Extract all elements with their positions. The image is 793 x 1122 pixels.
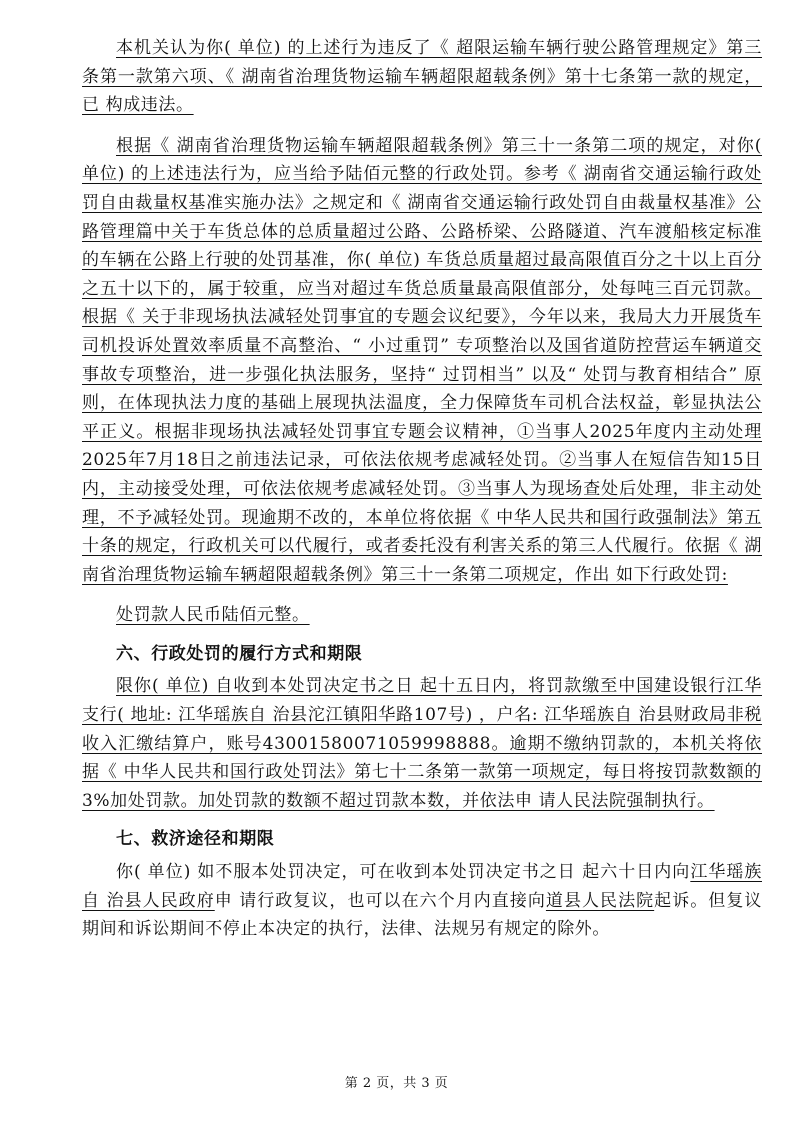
payment-text: 限你( 单位) 自收到本处罚决定书之日 起十五日内，将罚款缴至中国建设银行江华支行( 地址: 江华瑶族自 治县沱江镇阳华路107号) ，户名: 江华瑶族自 治县财政局非税收入汇缴结算户，账号43001580071059998888。逾期不缴纳罚款的，本机关将依据《 中华人民共和国行政处罚法》第七十二条第一款第一项规定，每日将按罚款数额的3%加处罚款。加处罚款的数额不超过罚款本数，并依法申 请人民法院强制执行。	[82, 676, 762, 811]
review-authority: 江华瑶族自 治县人民政府	[82, 862, 762, 911]
document-body	[82, 34, 762, 944]
paragraph-penalty-basis	[82, 132, 762, 590]
paragraph-fine	[82, 601, 762, 630]
remedy-text-middle: 申 请行政复议，也可以在六个月内直接向	[214, 890, 546, 911]
remedy-text-end: 起诉。但复议期间和诉讼期间不停止本决定的执行，法律、法规另有规定的除外。	[82, 890, 762, 940]
fine-text: 处罚款人民币陆佰元整。	[116, 605, 310, 626]
court-name: 道县人民法院	[545, 890, 655, 911]
paragraph-payment	[82, 672, 762, 815]
penalty-basis-text: 根据《 湖南省治理货物运输车辆超限超载条例》第三十一条第二项的规定，对你( 单位) 的上述违法行为，应当给予陆佰元整的行政处罚。参考《 湖南省交通运输行政处罚自由裁量权基准实施办法》之规定和《 湖南省交通运输行政处罚自由裁量权基准》公路管理篇中关于车货总体的总质量超过公路、公路桥梁、公路隧道、汽车渡船核定标准的车辆在公路上行驶的处罚基准，你( 单位) 车货总质量超过最高限值百分之十以上百分之五十以下的，属于较重，应当对超过车货总质量最高限值部分，处每吨三百元罚款。根据《 关于非现场执法减轻处罚事宜的专题会议纪要》，今年以来，我局大力开展货车司机投诉处置效率质量不高整治、“ 小过重罚” 专项整治以及国省道防控营运车辆道交事故专项整治，进一步强化执法服务，坚持“ 过罚相当” 以及“ 处罚与教育相结合” 原则，在体现执法力度的基础上展现执法温度，全力保障货车司机合法权益，彰显执法公平正义。根据非现场执法减轻处罚事宜专题会议精神，①当事人2025年度内主动处理2025年7月18日之前违法记录，可依法依规考虑减轻处罚。②当事人在短信告知15日内，主动接受处理，可依法依规考虑减轻处罚。③当事人为现场查处后处理，非主动处理，不予减轻处罚。	[82, 135, 762, 528]
violation-text: 本机关认为你( 单位) 的上述行为违反了《 超限运输车辆行驶公路管理规定》第三条第一款第六项、《 湖南省治理货物运输车辆超限超载条例》第十七条第一款的规定，已 构成违法。	[82, 38, 762, 116]
page-number-footer: 第 2 页，共 3 页	[344, 1076, 449, 1091]
section-heading-payment: 六、行政处罚的履行方式和期限	[116, 643, 363, 664]
paragraph-violation	[82, 34, 762, 120]
remedy-text-start: 你( 单位) 如不服本处罚决定，可在收到本处罚决定书之日 起六十日内向	[116, 862, 691, 883]
enforcement-text: 现逾期不改的，本单位将依据《 中华人民共和国行政强制法》第五十条的规定，行政机关可以代履行，或者委托没有利害关系的第三人代履行。依据《 湖南省治理货物运输车辆超限超载条例》第三十一条第二项规定，作出 如下行政处罚:	[82, 507, 763, 585]
section-heading-remedy: 七、救济途径和期限	[116, 829, 275, 850]
paragraph-remedy	[82, 858, 762, 944]
